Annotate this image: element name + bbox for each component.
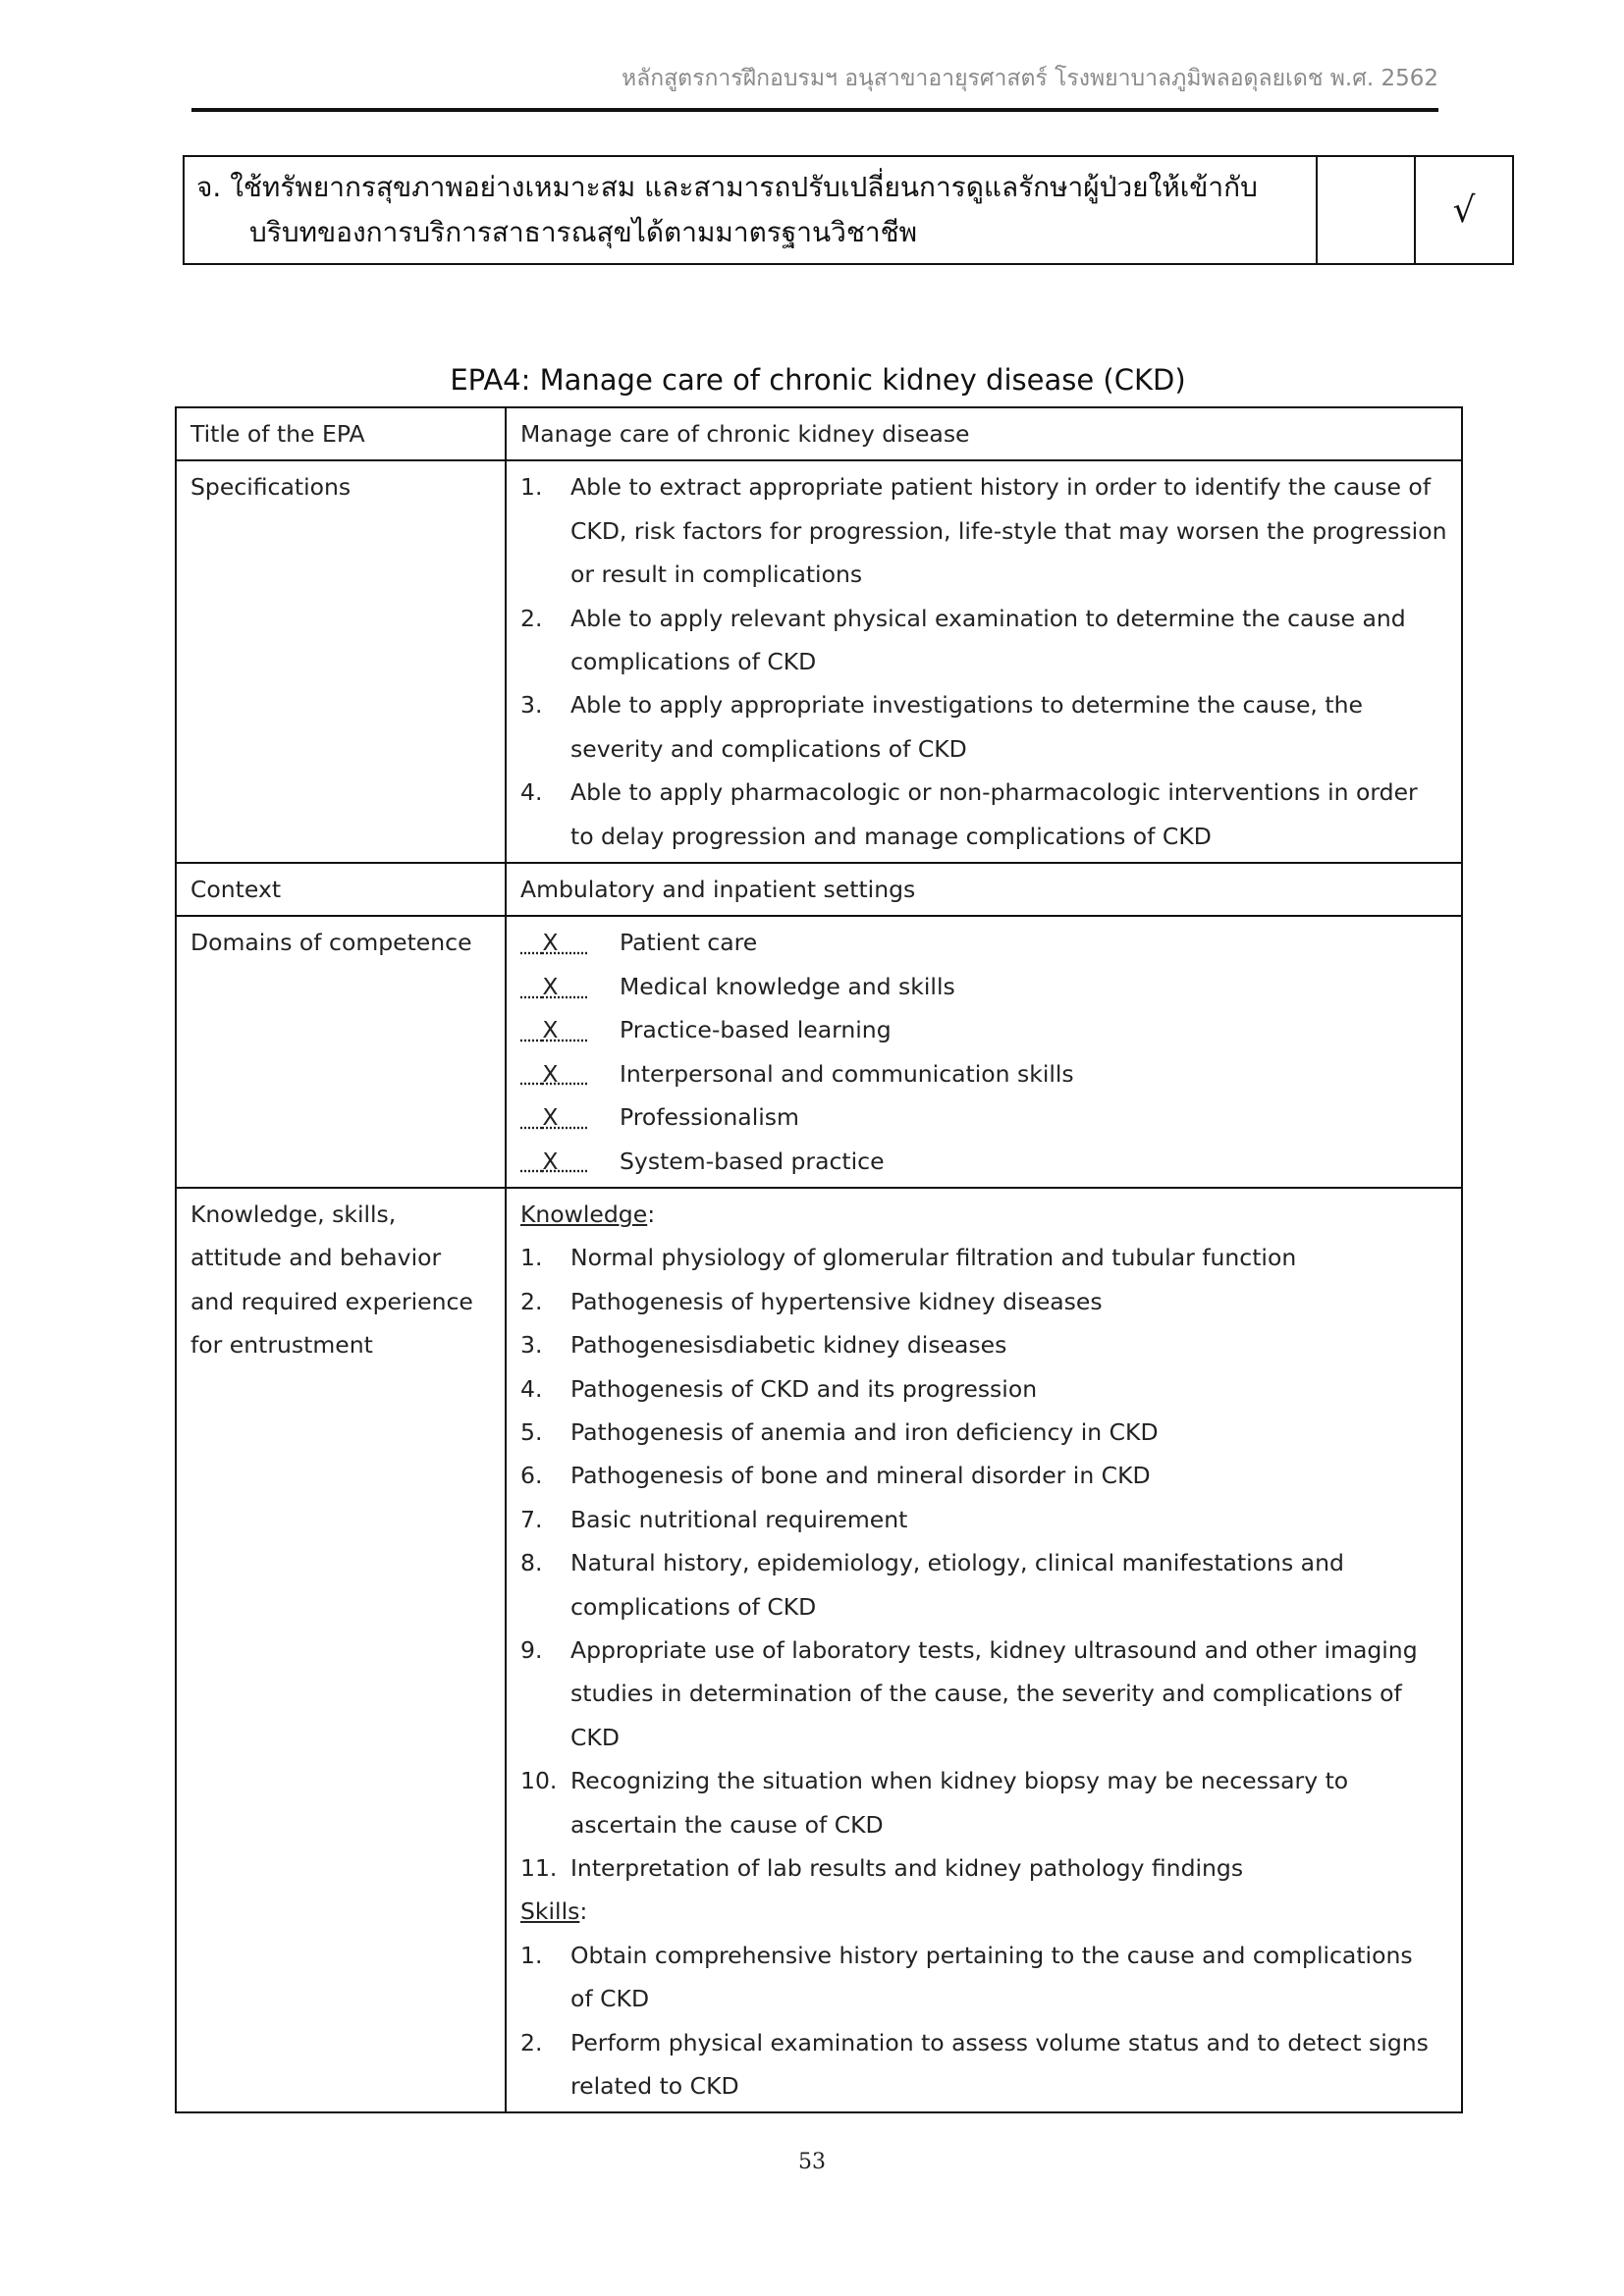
header-rule: [191, 108, 1438, 112]
list-item: [520, 1411, 1447, 1454]
domain-label: Interpersonal and communication skills: [620, 1059, 1074, 1088]
list-item-number: 1.: [520, 1244, 543, 1272]
list-item-line: Able to extract appropriate patient history in order to identify the cause of: [570, 473, 1432, 502]
ksa-label-line: Knowledge, skills,: [190, 1200, 397, 1228]
list-item-line: complications of CKD: [570, 1592, 817, 1621]
list-item: [520, 597, 1447, 684]
ksa-cell: [506, 1188, 1462, 2113]
list-item: [520, 1759, 1447, 1846]
list-item-line: Able to apply appropriate investigations to determine the cause, the: [570, 691, 1363, 720]
skills-heading-text: Skills: [520, 1897, 580, 1926]
list-item-line: severity and complications of CKD: [570, 734, 967, 763]
list-item-line: CKD: [570, 1723, 620, 1751]
list-item: [520, 1236, 1447, 1279]
competency-line-2: บริบทของการบริการสาธารณสุขได้ตามมาตรฐานวิชาชีพ: [249, 216, 918, 248]
domain-label: Patient care: [620, 929, 758, 957]
list-item-line: or result in complications: [570, 561, 863, 589]
running-header: หลักสูตรการฝึกอบรมฯ อนุสาขาอายุรศาสตร์ โรงพยาบาลภูมิพลอดุลยเดช พ.ศ. 2562: [621, 66, 1438, 91]
title-row: [176, 407, 1462, 460]
list-item: [520, 465, 1447, 596]
list-item-number: 6.: [520, 1462, 543, 1490]
domain-mark-text: X: [542, 1059, 559, 1088]
list-item-number: 3.: [520, 1331, 543, 1360]
list-item-line: Able to apply pharmacologic or non-pharmacologic interventions in order: [570, 778, 1418, 807]
domain-label: System-based practice: [620, 1147, 885, 1175]
list-item-line: CKD, risk factors for progression, life-style that may worsen the progression: [570, 516, 1447, 545]
domain-mark: [520, 1095, 620, 1139]
specifications-label: Specifications: [176, 460, 506, 863]
list-item-number: 2.: [520, 2028, 543, 2056]
domain-item: [520, 1095, 1447, 1139]
list-item-line: Pathogenesis of bone and mineral disorder in CKD: [570, 1462, 1151, 1490]
list-item: [520, 1934, 1447, 2021]
list-item-number: 11.: [520, 1854, 558, 1882]
list-item-number: 4.: [520, 778, 543, 807]
list-item-line: Pathogenesis of CKD and its progression: [570, 1374, 1038, 1403]
domain-mark: [520, 1052, 620, 1095]
competency-table: [183, 155, 1514, 265]
skills-heading: Skills:: [520, 1897, 588, 1926]
specifications-list: [520, 465, 1447, 858]
list-item: [520, 2021, 1447, 2109]
list-item-line: Perform physical examination to assess volume status and to detect signs: [570, 2028, 1429, 2056]
list-item-line: Appropriate use of laboratory tests, kidney ultrasound and other imaging: [570, 1635, 1418, 1664]
specifications-row: [176, 460, 1462, 863]
ksa-label-line: and required experience: [190, 1287, 473, 1315]
domain-item: [520, 1140, 1447, 1183]
list-item-number: 3.: [520, 691, 543, 720]
domain-mark-text: X: [542, 1016, 559, 1044]
domain-item: [520, 1008, 1447, 1051]
list-item-number: 2.: [520, 604, 543, 632]
list-item: [520, 1846, 1447, 1890]
ksa-row: [176, 1188, 1462, 2113]
domain-item: [520, 1052, 1447, 1095]
competency-row: [184, 156, 1513, 264]
list-item-number: 10.: [520, 1767, 558, 1795]
list-item-line: Pathogenesisdiabetic kidney diseases: [570, 1331, 1007, 1360]
list-item-line: Natural history, epidemiology, etiology, clinical manifestations and: [570, 1549, 1344, 1577]
context-value: Ambulatory and inpatient settings: [506, 863, 1462, 916]
epa-table: [175, 406, 1463, 2113]
list-item: [520, 1280, 1447, 1323]
domain-item: [520, 921, 1447, 964]
list-item-line: ascertain the cause of CKD: [570, 1810, 884, 1839]
list-item-line: complications of CKD: [570, 648, 817, 676]
knowledge-list: [520, 1236, 1447, 1890]
domains-row: [176, 916, 1462, 1187]
specifications-cell: [506, 460, 1462, 863]
list-item-number: 2.: [520, 1287, 543, 1315]
domain-label: Professionalism: [620, 1103, 799, 1132]
list-item-number: 1.: [520, 1941, 543, 1969]
domains-list: [520, 921, 1447, 1182]
list-item: [520, 1629, 1447, 1759]
domains-label: Domains of competence: [176, 916, 506, 1187]
domain-mark-text: X: [542, 929, 559, 957]
list-item-line: Pathogenesis of anemia and iron deficiency in CKD: [570, 1417, 1159, 1446]
list-item: [520, 1323, 1447, 1366]
list-item-line: related to CKD: [570, 2072, 739, 2101]
list-item-line: Basic nutritional requirement: [570, 1505, 908, 1533]
epa-heading: EPA4: Manage care of chronic kidney disease (CKD): [450, 363, 1186, 397]
domain-mark-text: X: [542, 972, 559, 1000]
domain-mark-text: X: [542, 1103, 559, 1132]
title-label: Title of the EPA: [176, 407, 506, 460]
ksa-label-line: attitude and behavior: [190, 1244, 442, 1272]
list-item-number: 5.: [520, 1417, 543, 1446]
list-item-line: to delay progression and manage complications of CKD: [570, 822, 1212, 850]
skills-list: [520, 1934, 1447, 2109]
list-item: [520, 683, 1447, 771]
list-item: [520, 1541, 1447, 1629]
context-label: Context: [176, 863, 506, 916]
list-item-line: Obtain comprehensive history pertaining to the cause and complications: [570, 1941, 1413, 1969]
context-row: [176, 863, 1462, 916]
domain-item: [520, 965, 1447, 1008]
list-item-line: Normal physiology of glomerular filtration and tubular function: [570, 1244, 1297, 1272]
domain-mark-text: X: [542, 1147, 559, 1175]
list-item-number: 8.: [520, 1549, 543, 1577]
competency-line-1: จ. ใช้ทรัพยากรสุขภาพอย่างเหมาะสม และสามารถปรับเปลี่ยนการดูแลรักษาผู้ป่วยให้เข้ากับ: [196, 171, 1258, 203]
list-item-line: of CKD: [570, 1985, 650, 2013]
competency-mark-col1: [1317, 156, 1415, 264]
domain-mark: [520, 921, 620, 964]
list-item-number: 7.: [520, 1505, 543, 1533]
page-number: 53: [798, 2150, 826, 2174]
list-item: [520, 771, 1447, 858]
list-item-number: 1.: [520, 473, 543, 502]
list-item-line: Recognizing the situation when kidney biopsy may be necessary to: [570, 1767, 1349, 1795]
domain-label: Medical knowledge and skills: [620, 972, 955, 1000]
list-item-line: Able to apply relevant physical examination to determine the cause and: [570, 604, 1406, 632]
list-item-line: studies in determination of the cause, the severity and complications of: [570, 1680, 1402, 1708]
domain-mark: [520, 1140, 620, 1183]
ksa-label-line: for entrustment: [190, 1331, 373, 1360]
list-item: [520, 1454, 1447, 1497]
list-item-line: Pathogenesis of hypertensive kidney diseases: [570, 1287, 1103, 1315]
knowledge-heading: Knowledge:: [520, 1200, 656, 1228]
competency-mark-col2: √: [1415, 156, 1513, 264]
domain-label: Practice-based learning: [620, 1016, 892, 1044]
list-item-number: 4.: [520, 1374, 543, 1403]
list-item: [520, 1498, 1447, 1541]
ksa-label: [176, 1188, 506, 2113]
title-value: Manage care of chronic kidney disease: [506, 407, 1462, 460]
knowledge-heading-text: Knowledge: [520, 1200, 648, 1228]
list-item-line: Interpretation of lab results and kidney pathology findings: [570, 1854, 1244, 1882]
domains-cell: [506, 916, 1462, 1187]
domain-mark: [520, 965, 620, 1008]
list-item: [520, 1367, 1447, 1411]
competency-text-cell: [184, 156, 1317, 264]
domain-mark: [520, 1008, 620, 1051]
list-item-number: 9.: [520, 1635, 543, 1664]
